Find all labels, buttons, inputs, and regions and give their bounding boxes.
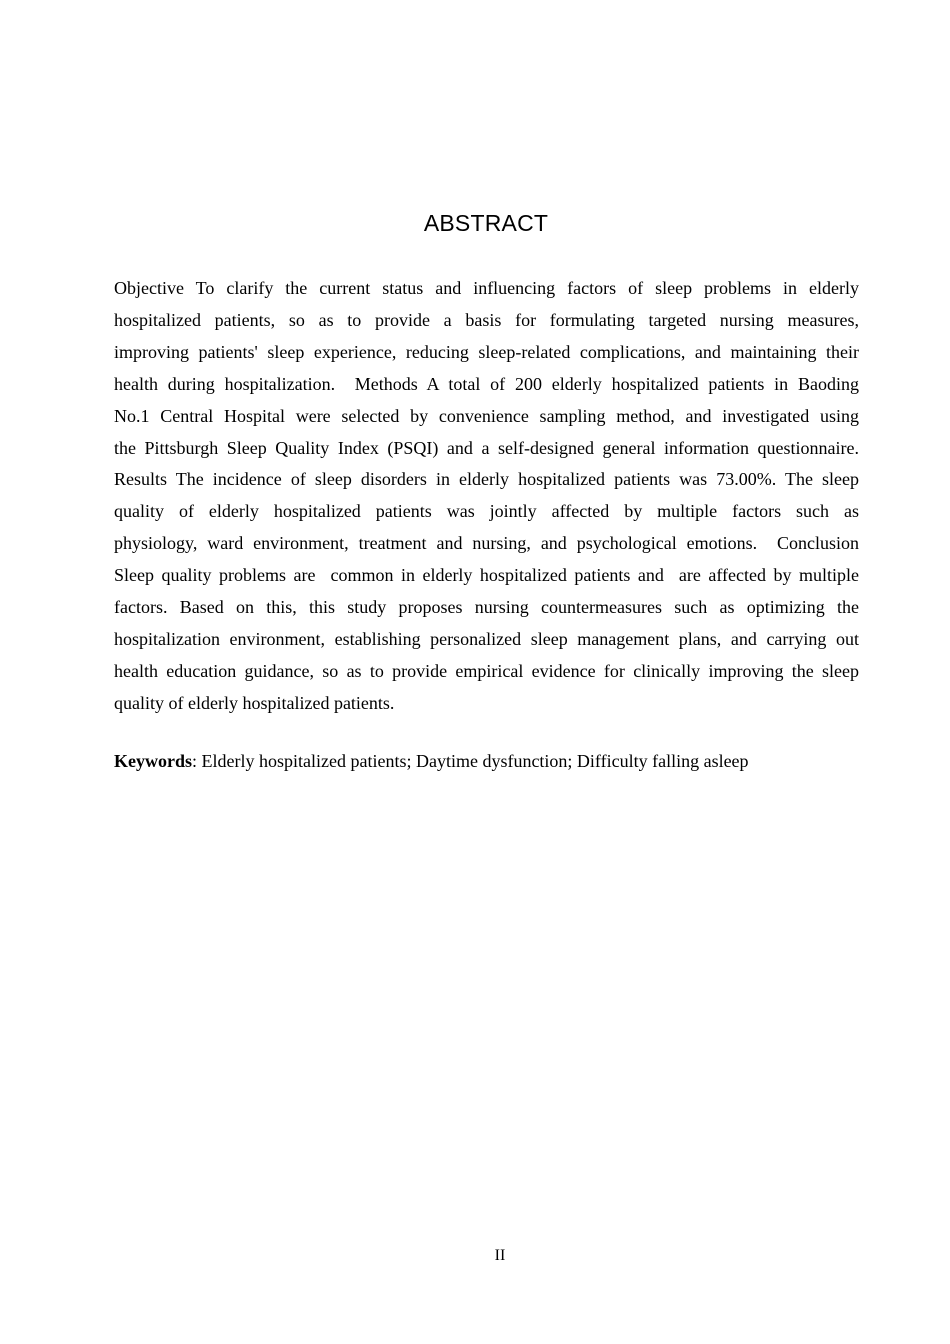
keywords-separator: : [192,751,202,771]
keywords-line [114,746,859,777]
abstract-line: hospitalized patients, so as to provide a basis for formulating targeted nursing measures, [114,309,859,330]
keywords-text: Elderly hospitalized patients; Daytime dysfunction; Difficulty falling asleep [201,751,749,771]
abstract-line: quality of elderly hospitalized patients was jointly affected by multiple factors such as [114,501,859,522]
abstract-line: health education guidance, so as to provide empirical evidence for clinically improving the sleep [114,660,859,681]
abstract-line: Objective To clarify the current status and influencing factors of sleep problems in elderly [114,278,859,298]
abstract-body [114,273,859,720]
abstract-title: ABSTRACT [423,210,549,236]
abstract-line: the Pittsburgh Sleep Quality Index (PSQI) and a self-designed general information questionnaire. [114,437,859,458]
abstract-line: physiology, ward environment, treatment and nursing, and psychological emotions. Conclusion [114,533,859,554]
abstract-line: health during hospitalization. Methods A total of 200 elderly hospitalized patients in Baoding [114,373,859,394]
abstract-line: improving patients' sleep experience, reducing sleep-related complications, and maintaining their [114,341,859,362]
keywords-label: Keywords [114,751,192,771]
abstract-line: factors. Based on this, this study proposes nursing countermeasures such as optimizing the [114,597,859,618]
abstract-line: quality of elderly hospitalized patients. [114,692,395,713]
abstract-line: hospitalization environment, establishing personalized sleep management plans, and carrying out [114,628,859,649]
page-number: II [494,1247,506,1264]
abstract-line: Sleep quality problems are common in elderly hospitalized patients and are affected by multiple [114,565,859,586]
abstract-line: Results The incidence of sleep disorders in elderly hospitalized patients was 73.00%. The sleep [114,469,859,490]
abstract-line: No.1 Central Hospital were selected by convenience sampling method, and investigated using [114,405,859,426]
